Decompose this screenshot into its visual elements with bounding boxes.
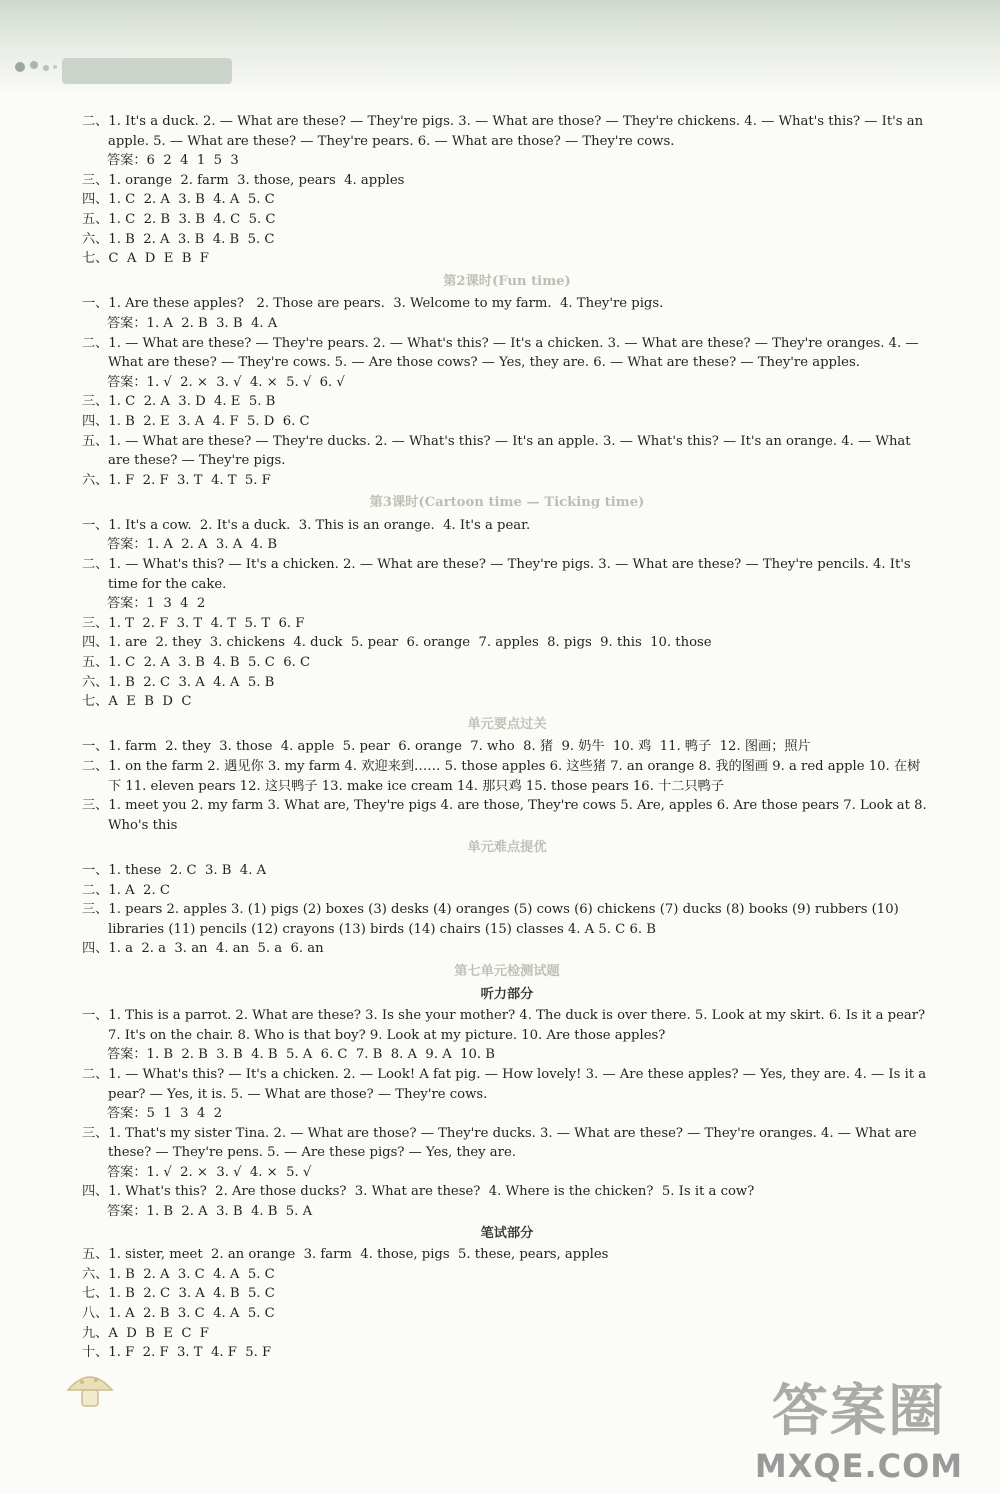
question-line: 三、1. T 2. F 3. T 4. T 5. T 6. F — [82, 615, 305, 631]
question-line: 二、1. — What's this? — It's a chicken. 2. — Look! A fat pig. — How lovely! 3. — Are these apples? — Yes, they are. 4. — Is it a pear? — Yes, it is. 5. — What are those? — They're cows. — [82, 1066, 927, 1102]
answer-key-body — [82, 112, 932, 1363]
section-subheading: 听力部分 — [480, 986, 534, 1002]
question-line: 七、1. B 2. C 3. A 4. B 5. C — [82, 1286, 275, 1302]
question-line: 一、1. Are these apples? 2. Those are pears. 3. Welcome to my farm. 4. They're pigs. — [82, 296, 664, 312]
answer-line: 答案：1. √ 2. × 3. √ 4. × 5. √ 6. √ — [107, 374, 345, 390]
question-line: 五、1. C 2. A 3. B 4. B 5. C 6. C — [82, 655, 311, 671]
answer-line: 答案：1. B 2. A 3. B 4. B 5. A — [107, 1204, 313, 1220]
question-line: 二、1. — What are these? — They're pears. 2. — What's this? — It's a chicken. 3. — What are these? — They're oranges. 4. — What are these? — They're cows. 5. — Are those cows? — Yes, they are. 6. — What are these? — They're apples. — [82, 335, 919, 371]
watermark-main: 答案圈 — [772, 1379, 946, 1444]
question-line: 七、C A D E B F — [82, 251, 209, 267]
question-line: 四、1. are 2. they 3. chickens 4. duck 5. pear 6. orange 7. apples 8. pigs 9. this 10. those — [82, 635, 712, 651]
question-line: 四、1. a 2. a 3. an 4. an 5. a 6. an — [82, 941, 324, 957]
question-line: 六、1. B 2. C 3. A 4. A 5. B — [82, 674, 275, 690]
question-line: 四、1. What's this? 2. Are those ducks? 3. What are these? 4. Where is the chicken? 5. Is it a cow? — [82, 1184, 755, 1200]
section-heading: 单元难点提优 — [467, 840, 547, 856]
question-line: 十、1. F 2. F 3. T 4. F 5. F — [82, 1345, 272, 1361]
question-line: 二、1. It's a duck. 2. — What are these? — They're pigs. 3. — What are those? — They're chickens. 4. — What's this? — It's an apple. 5. — What are these? — They're pears. 6. — What are those? — They're cows. — [82, 114, 924, 149]
answer-line: 答案：1. A 2. A 3. A 4. B — [107, 537, 278, 553]
answer-line: 答案：5 1 3 4 2 — [107, 1106, 223, 1122]
question-line: 五、1. C 2. B 3. B 4. C 5. C — [82, 211, 276, 227]
answer-line: 答案：1. B 2. B 3. B 4. B 5. A 6. C 7. B 8. A 9. A 10. B — [107, 1047, 495, 1063]
answer-line: 答案：6 2 4 1 5 3 — [107, 153, 239, 169]
answer-line: 答案：1. √ 2. × 3. √ 4. × 5. √ — [107, 1164, 312, 1180]
question-line: 一、1. these 2. C 3. B 4. A — [82, 862, 267, 878]
question-line: 七、A E B D C — [82, 694, 192, 710]
question-line: 六、1. F 2. F 3. T 4. T 5. F — [82, 472, 271, 488]
question-line: 三、1. pears 2. apples 3. (1) pigs (2) boxes (3) desks (4) oranges (5) cows (6) chickens (7) ducks (8) books (9) rubbers (10) libraries (11) pencils (12) crayons (13) birds (14) chairs (15) classes 4. A 5. C 6. B — [82, 902, 899, 937]
header-tab — [62, 58, 232, 84]
section-heading: 第七单元检测试题 — [454, 963, 560, 979]
question-line: 四、1. C 2. A 3. B 4. A 5. C — [82, 192, 275, 208]
section-heading: 单元要点过关 — [467, 716, 547, 732]
section-heading: 第3课时(Cartoon time — Ticking time) — [369, 495, 645, 511]
watermark — [724, 1366, 994, 1486]
mushroom-icon — [60, 1362, 120, 1412]
question-line: 六、1. B 2. A 3. B 4. B 5. C — [82, 231, 275, 247]
question-line: 五、1. — What are these? — They're ducks. 2. — What's this? — It's an apple. 3. — What's this? — It's an orange. 4. — What are these? — They're pigs. — [82, 433, 911, 469]
question-line: 三、1. meet you 2. my farm 3. What are, They're pigs 4. are those, They're cows 5. Are, apples 6. Are those pears 7. Look at 8. Who's this — [82, 798, 927, 833]
section-subheading: 笔试部分 — [480, 1225, 534, 1241]
watermark-url: MXQE.COM — [754, 1447, 964, 1485]
question-line: 三、1. orange 2. farm 3. those, pears 4. apples — [82, 172, 405, 188]
question-line: 一、1. This is a parrot. 2. What are these? 3. Is she your mother? 4. The duck is over there. 5. Look at my skirt. 6. Is it a pear? 7. It's on the chair. 8. Who is that boy? 9. Look at my picture. 10. Are those apples? — [82, 1008, 926, 1043]
question-line: 一、1. farm 2. they 3. those 4. apple 5. pear 6. orange 7. who 8. 猪 9. 奶牛 10. 鸡 11. 鸭子 12. 图画；照片 — [82, 739, 811, 755]
question-line: 三、1. That's my sister Tina. 2. — What are those? — They're ducks. 3. — What are these? — They're oranges. 4. — What are these? — They're pens. 5. — Are these pigs? — Yes, they are. — [82, 1125, 917, 1161]
question-line: 二、1. A 2. C — [82, 882, 170, 898]
question-line: 三、1. C 2. A 3. D 4. E 5. B — [82, 394, 276, 410]
question-line: 九、A D B E C F — [82, 1325, 209, 1341]
question-line: 四、1. B 2. E 3. A 4. F 5. D 6. C — [82, 413, 310, 429]
question-line: 一、1. It's a cow. 2. It's a duck. 3. This is an orange. 4. It's a pear. — [82, 517, 531, 533]
question-line: 八、1. A 2. B 3. C 4. A 5. C — [82, 1306, 275, 1322]
section-heading: 第2课时(Fun time) — [443, 273, 571, 289]
answer-line: 答案：1 3 4 2 — [107, 596, 206, 612]
question-line: 五、1. sister, meet 2. an orange 3. farm 4. those, pigs 5. these, pears, apples — [82, 1247, 609, 1263]
question-line: 六、1. B 2. A 3. C 4. A 5. C — [82, 1266, 275, 1282]
answer-line: 答案：1. A 2. B 3. B 4. A — [107, 315, 278, 331]
leaf-dots-icon — [12, 55, 60, 79]
question-line: 二、1. on the farm 2. 遇见你 3. my farm 4. 欢迎来到…… 5. those apples 6. 这些猪 7. an orange 8. 我的图画 9. a red apple 10. 在树下 11. eleven pears 12. 这只鸭子 13. make ice cream 14. 那只鸡 15. those pears 16. 十二只鸭子 — [82, 759, 921, 794]
question-line: 二、1. — What's this? — It's a chicken. 2. — What are these? — They're pigs. 3. — What are these? — They're pencils. 4. It's time for the cake. — [82, 557, 911, 592]
